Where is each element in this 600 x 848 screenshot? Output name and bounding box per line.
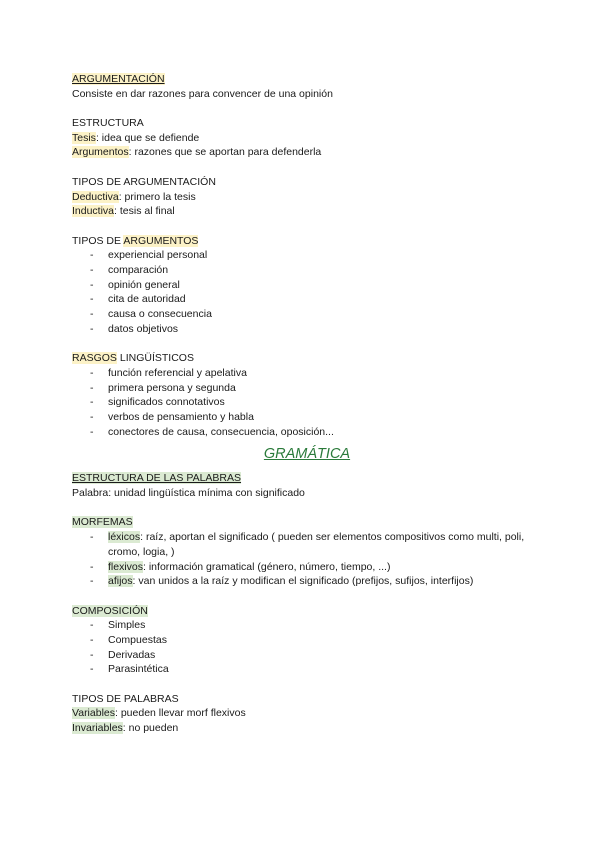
list-item: - primera persona y segunda	[90, 381, 236, 394]
morfemas-list	[72, 530, 542, 589]
argumentacion-definition: Consiste en dar razones para convencer de una opinión	[72, 87, 333, 100]
invariables-line: Invariables: no pueden	[72, 722, 179, 735]
list-item: - cita de autoridad	[90, 293, 186, 306]
rasgos-list	[72, 366, 542, 440]
list-item: - comparación	[90, 263, 169, 276]
tesis-term: Tesis	[72, 131, 96, 144]
list-item: - conectores de causa, consecuencia, oposición...	[90, 425, 334, 438]
tipos-argumentacion-heading: TIPOS DE ARGUMENTACIÓN	[72, 175, 216, 188]
estructura-palabras-heading: ESTRUCTURA DE LAS PALABRAS	[72, 472, 242, 485]
morfemas-heading: MORFEMAS	[72, 516, 133, 529]
argumentos-term: Argumentos	[72, 146, 129, 159]
tipos-argumentos-list	[72, 248, 542, 336]
argumentacion-heading: ARGUMENTACIÓN	[72, 73, 165, 85]
list-item: - causa o consecuencia	[90, 308, 212, 321]
tesis-line: Tesis: idea que se defiende	[72, 131, 200, 144]
list-item: - verbos de pensamiento y habla	[90, 410, 254, 423]
list-item: - función referencial y apelativa	[90, 366, 247, 379]
estructura-heading: ESTRUCTURA	[72, 117, 144, 130]
composicion-heading: COMPOSICIÓN	[72, 604, 148, 617]
list-item: - opinión general	[90, 278, 180, 291]
list-item: - flexivos: información gramatical (género, número, tiempo, ...)	[90, 560, 391, 573]
rasgos-heading: RASGOS LINGÜÍSTICOS	[72, 352, 194, 365]
list-item: - Compuestas	[90, 634, 167, 646]
list-item: - afijos: van unidos a la raíz y modifican el significado (prefijos, sufijos, interfijos)	[90, 575, 474, 588]
list-item: - léxicos: raíz, aportan el significado ( pueden ser elementos compositivos como multi, poli, cromo, logia, )	[90, 531, 525, 558]
list-item: - Simples	[90, 619, 146, 632]
invariables-term: Invariables	[72, 722, 123, 735]
list-item: - Derivadas	[90, 648, 156, 661]
deductiva-line: Deductiva: primero la tesis	[72, 190, 196, 203]
list-item: - experiencial personal	[90, 249, 208, 262]
palabra-definition: Palabra: unidad lingüística mínima con significado	[72, 487, 305, 500]
inductiva-term: Inductiva	[72, 205, 115, 218]
list-item: - Parasintética	[90, 663, 169, 676]
list-item: - significados connotativos	[90, 396, 225, 409]
tipos-palabras-heading: TIPOS DE PALABRAS	[72, 692, 179, 705]
variables-term: Variables	[72, 707, 115, 720]
deductiva-term: Deductiva	[72, 190, 119, 203]
gramatica-title: GRAMÁTICA	[263, 446, 351, 463]
argumentos-line: Argumentos: razones que se aportan para defenderla	[72, 146, 322, 159]
composicion-list	[72, 618, 542, 677]
tipos-argumentos-heading: TIPOS DE ARGUMENTOS	[72, 234, 199, 247]
document-page	[72, 72, 542, 736]
inductiva-line: Inductiva: tesis al final	[72, 205, 175, 218]
variables-line: Variables: pueden llevar morf flexivos	[72, 707, 246, 720]
list-item: - datos objetivos	[90, 322, 179, 335]
